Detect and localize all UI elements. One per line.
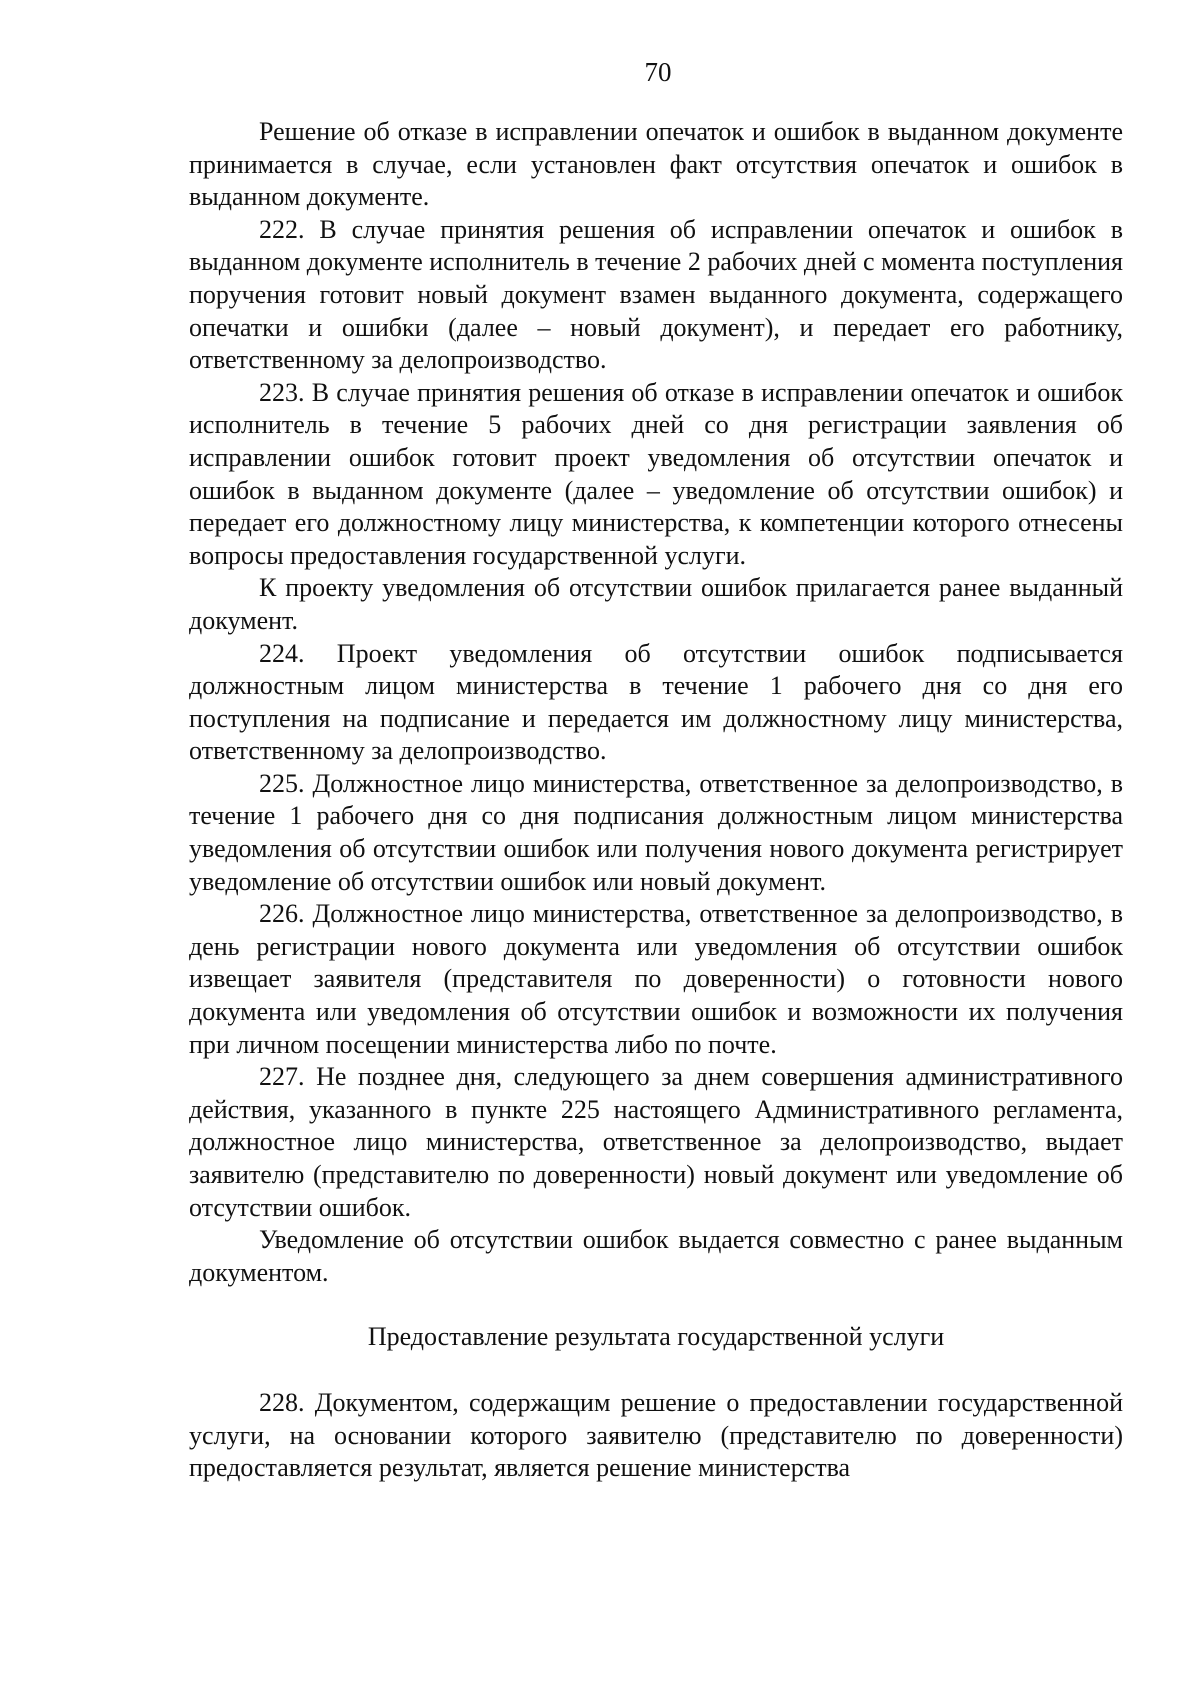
document-body <box>189 116 1123 1485</box>
paragraph-refusal-decision: Решение об отказе в исправлении опечаток и ошибок в выданном документе принимается в случае, если установлен факт отсутствия опечаток и ошибок в выданном документе. <box>189 117 1123 212</box>
paragraph-222: 222. В случае принятия решения об исправлении опечаток и ошибок в выданном документе исполнитель в течение 2 рабочих дней с момента поступления поручения готовит новый документ взамен выданного документа, содержащего опечатки и ошибки (далее – новый документ), и передает его работнику, ответственному за делопроизводство. <box>189 214 1123 375</box>
paragraph-225: 225. Должностное лицо министерства, ответственное за делопроизводство, в течение 1 рабочего дня со дня подписания должностным лицом министерства уведомления об отсутствии ошибок или получения нового документа регистрирует уведомление об отсутствии ошибок или новый документ. <box>189 768 1123 896</box>
paragraph-notice-issued: Уведомление об отсутствии ошибок выдается совместно с ранее выданным документом. <box>189 1225 1123 1287</box>
paragraph-226: 226. Должностное лицо министерства, ответственное за делопроизводство, в день регистрации нового документа или уведомления об отсутствии ошибок извещает заявителя (представителя по доверенности) о готовности нового документа или уведомления об отсутствии ошибок и возможности их получения при личном посещении министерства либо по почте. <box>189 899 1123 1059</box>
paragraph-224: 224. Проект уведомления об отсутствии ошибок подписывается должностным лицом министерства в течение 1 рабочего дня со дня его поступления на подписание и передается им должностному лицу министерства, ответственному за делопроизводство. <box>189 638 1123 766</box>
paragraph-227: 227. Не позднее дня, следующего за днем совершения административного действия, указанного в пункте 225 настоящего Административного регламента, должностное лицо министерства, ответственное за делопроизводство, выдает заявителю (представителю по доверенности) новый документ или уведомление об отсутствии ошибок. <box>189 1062 1123 1222</box>
paragraph-attachment: К проекту уведомления об отсутствии ошибок прилагается ранее выданный документ. <box>189 573 1123 635</box>
section-heading: Предоставление результата государственной услуги <box>367 1322 945 1352</box>
paragraph-228: 228. Документом, содержащим решение о предоставлении государственной услуги, на основании которого заявителю (представителю по доверенности) предоставляется результат, является решение министерства <box>189 1387 1123 1483</box>
page-number: 70 <box>644 57 672 87</box>
paragraph-223: 223. В случае принятия решения об отказе в исправлении опечаток и ошибок исполнитель в течение 5 рабочих дней со дня регистрации заявления об исправлении ошибок готовит проект уведомления об отсутствии опечаток и ошибок в выданном документе (далее – уведомление об отсутствии ошибок) и передает его должностному лицу министерства, к компетенции которого отнесены вопросы предоставления государственной услуги. <box>189 377 1123 570</box>
